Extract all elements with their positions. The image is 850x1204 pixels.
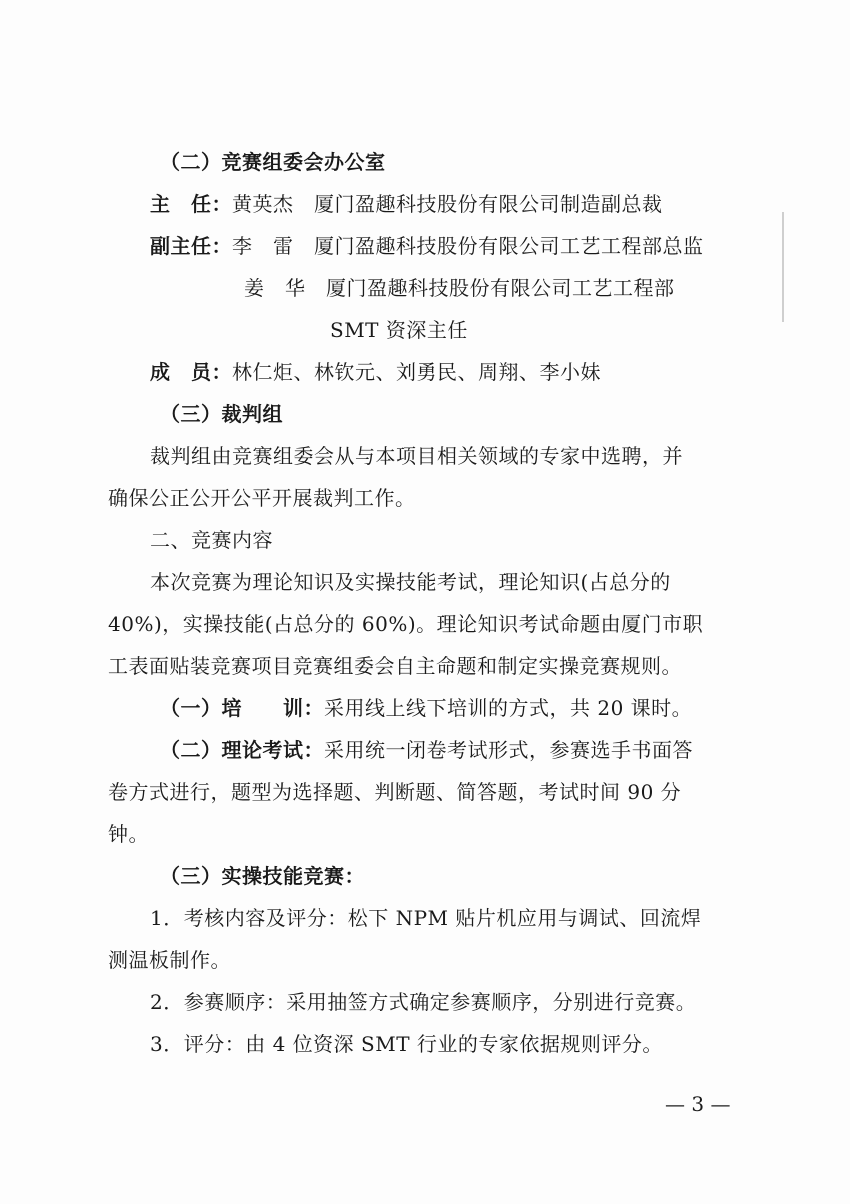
training-text: 采用线上线下培训的方式，共 20 课时。 [324,696,693,720]
members-value: 林仁炬、林钦元、刘勇民、周翔、李小妹 [232,360,601,384]
content-paragraph-line-3: 工表面贴装竞赛项目竞赛组委会自主命题和制定实操竞赛规则。 [108,654,682,678]
training-label: （一）培 训： [160,696,324,720]
page-number: — 3 — [665,1092,731,1116]
members-row [150,358,601,386]
office-heading: （二）竞赛组委会办公室 [160,150,386,174]
practical-item-3: 3．评分：由 4 位资深 SMT 行业的专家依据规则评分。 [150,1032,663,1056]
deputy-title-2: SMT 资深主任 [330,318,468,342]
practical-heading: （三）实操技能竞赛： [160,864,365,888]
theory-text-3: 钟。 [108,822,149,846]
deputy-value-1: 李 雷 厦门盈趣科技股份有限公司工艺工程部总监 [232,234,704,258]
scan-artifact-line [782,212,784,322]
members-label: 成 员： [150,360,232,384]
referee-heading: （三）裁判组 [160,402,283,426]
content-heading: 二、竞赛内容 [150,528,273,552]
practical-item-1-line-1: 1．考核内容及评分：松下 NPM 贴片机应用与调试、回流焊 [150,906,702,930]
theory-text-2: 卷方式进行，题型为选择题、判断题、简答题，考试时间 90 分 [108,780,682,804]
theory-text-1: 采用统一闭卷考试形式，参赛选手书面答 [324,738,693,762]
practical-item-1-line-2: 测温板制作。 [108,948,231,972]
referee-line-2: 确保公正公开公平开展裁判工作。 [108,486,416,510]
director-label: 主 任： [150,192,232,216]
training-row [160,694,692,722]
content-paragraph-line-2: 40%)，实操技能(占总分的 60%)。理论知识考试命题由厦门市职 [108,612,704,636]
director-row [150,190,663,218]
deputy-row-1 [150,232,704,260]
theory-row [160,736,693,764]
director-value: 黄英杰 厦门盈趣科技股份有限公司制造副总裁 [232,192,663,216]
referee-line-1: 裁判组由竞赛组委会从与本项目相关领域的专家中选聘，并 [150,444,683,468]
content-paragraph-line-1: 本次竞赛为理论知识及实操技能考试，理论知识(占总分的 [150,570,671,594]
practical-item-2: 2．参赛顺序：采用抽签方式确定参赛顺序，分别进行竞赛。 [150,990,697,1014]
deputy-value-2: 姜 华 厦门盈趣科技股份有限公司工艺工程部 [244,276,675,300]
theory-label: （二）理论考试： [160,738,324,762]
deputy-label: 副主任： [150,234,232,258]
